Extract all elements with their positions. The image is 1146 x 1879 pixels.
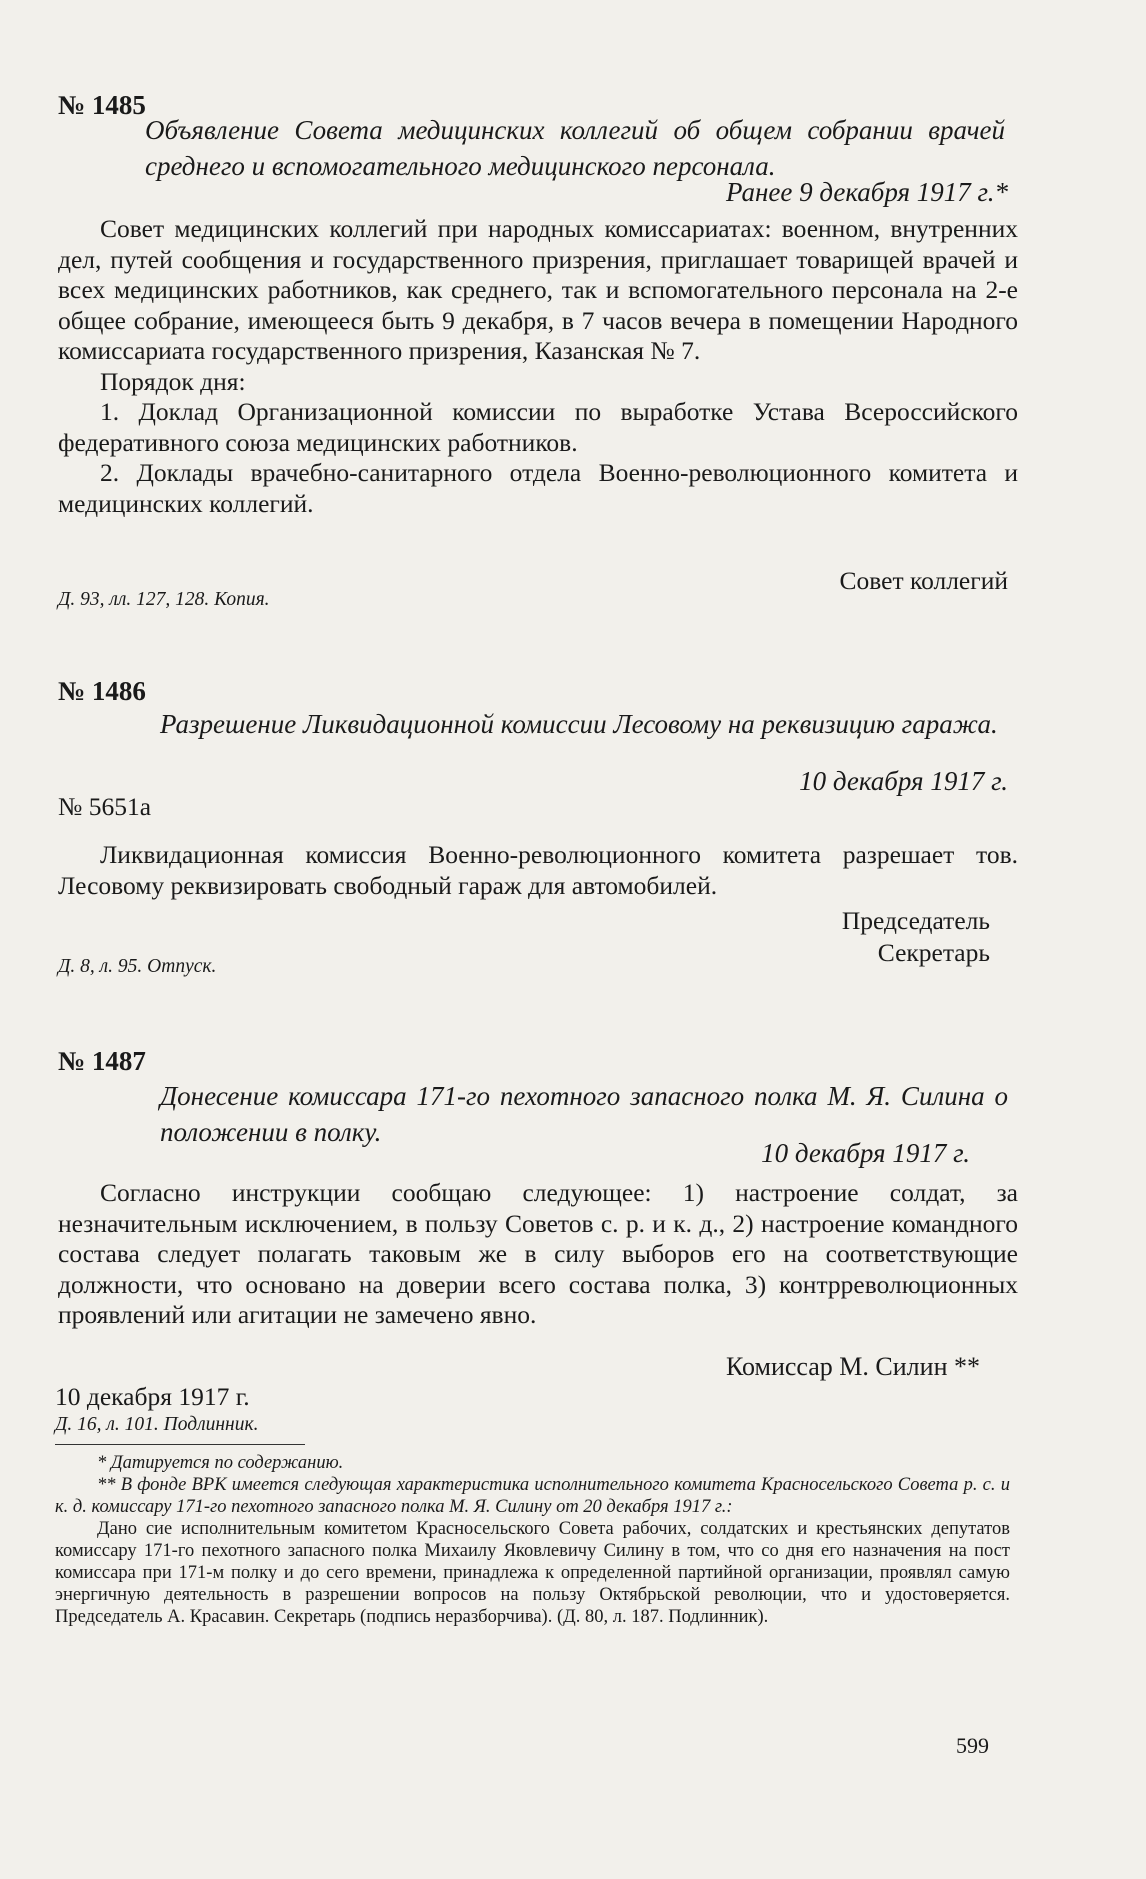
doc-1485-agenda-heading: Порядок дня: xyxy=(100,366,246,396)
doc-1485-paragraph: Совет медицинских коллегий при народных комиссариатах: военном, внутренних дел, путей сообщения и государственного призрения, приглашает товарищей врачей и всех медицинских работников, как среднего, так и вспомогательного персонала на 2-е общее собрание, имеющееся быть 9 декабря, в 7 часов вечера в помещении Народного комиссариата государственного призрения, Казанская № 7. xyxy=(58,214,1018,365)
doc-1486-body xyxy=(58,840,1018,901)
doc-1487-signature: Комиссар М. Силин ** xyxy=(725,1352,980,1381)
doc-1487-title: Донесение комиссара 171-го пехотного запасного полка М. Я. Силина о положении в полку. xyxy=(160,1081,1008,1147)
doc-1486-reference: № 5651а xyxy=(58,792,152,821)
doc-1486-title: Разрешение Ликвидационной комиссии Лесовому на реквизицию гаража. xyxy=(160,709,998,739)
page-number: 599 xyxy=(956,1733,989,1758)
footnote-2-text: Дано сие исполнительным комитетом Красносельского Совета рабочих, солдатских и крестьянских депутатов комиссару 171-го пехотного запасного полка Михаилу Яковлевичу Силину в том, что со дня его назначения на пост комиссара при 171-м полку и до сего времени, принадлежа к определенной партийной организации, проявлял самую энергичную деятельность в разрешении вопросов на пользу Октябрьской революции, что и удостоверяется. Председатель А. Красавин. Секретарь (подпись неразборчива). (Д. 80, л. 187. Подлинник). xyxy=(55,1519,1010,1627)
doc-1485-body xyxy=(58,214,1018,519)
doc-1485-source: Д. 93, лл. 127, 128. Копия. xyxy=(58,589,270,610)
doc-1487-paragraph: Согласно инструкции сообщаю следующее: 1) настроение солдат, за незначительным исключением, в пользу Советов с. р. и к. д., 2) настроение командного состава следует полагать таковым же в силу выборов его на соответствующие должности, что основано на доверии всего состава полка, 3) контрреволюционных проявлений или агитации не замечено явно. xyxy=(58,1178,1018,1329)
footnote-2: ** В фонде ВРК имеется следующая характеристика исполнительного комитета Красносельского Совета р. с. и к. д. комиссару 171-го пехотного запасного полка М. Я. Силину от 20 декабря 1917 г.: xyxy=(55,1475,1010,1517)
footnote-divider xyxy=(55,1444,305,1445)
doc-1485-signature: Совет коллегий xyxy=(839,566,1008,595)
footnotes xyxy=(55,1452,1010,1628)
doc-1486-signature-secretary: Секретарь xyxy=(877,938,990,967)
doc-1486-source: Д. 8, л. 95. Отпуск. xyxy=(58,956,217,977)
doc-1486-paragraph: Ликвидационная комиссия Военно-революционного комитета разрешает тов. Лесовому реквизировать свободный гараж для автомобилей. xyxy=(58,840,1018,900)
doc-1486-number: № 1486 xyxy=(58,676,146,706)
doc-1485-date: Ранее 9 декабря 1917 г.* xyxy=(726,177,1008,207)
doc-1486-signature-chair: Председатель xyxy=(841,906,990,935)
doc-1485-agenda-item-2: 2. Доклады врачебно-санитарного отдела Военно-революционного комитета и медицинских коллегий. xyxy=(58,458,1018,518)
doc-1485-number: № 1485 xyxy=(58,90,146,120)
doc-1485-title: Объявление Совета медицинских коллегий об общем собрании врачей среднего и вспомогательного медицинского персонала. xyxy=(145,115,1005,181)
doc-1487-date: 10 декабря 1917 г. xyxy=(761,1138,970,1168)
doc-1487-signed-date: 10 декабря 1917 г. xyxy=(55,1382,250,1411)
doc-1485-agenda-item-1: 1. Доклад Организационной комиссии по выработке Устава Всероссийского федеративного союза медицинских работников. xyxy=(58,397,1018,457)
doc-1487-body xyxy=(58,1178,1018,1331)
footnote-1: * Датируется по содержанию. xyxy=(97,1453,344,1473)
doc-1486-date: 10 декабря 1917 г. xyxy=(799,766,1008,796)
doc-1487-source: Д. 16, л. 101. Подлинник. xyxy=(55,1414,259,1435)
doc-1487-number: № 1487 xyxy=(58,1046,146,1076)
